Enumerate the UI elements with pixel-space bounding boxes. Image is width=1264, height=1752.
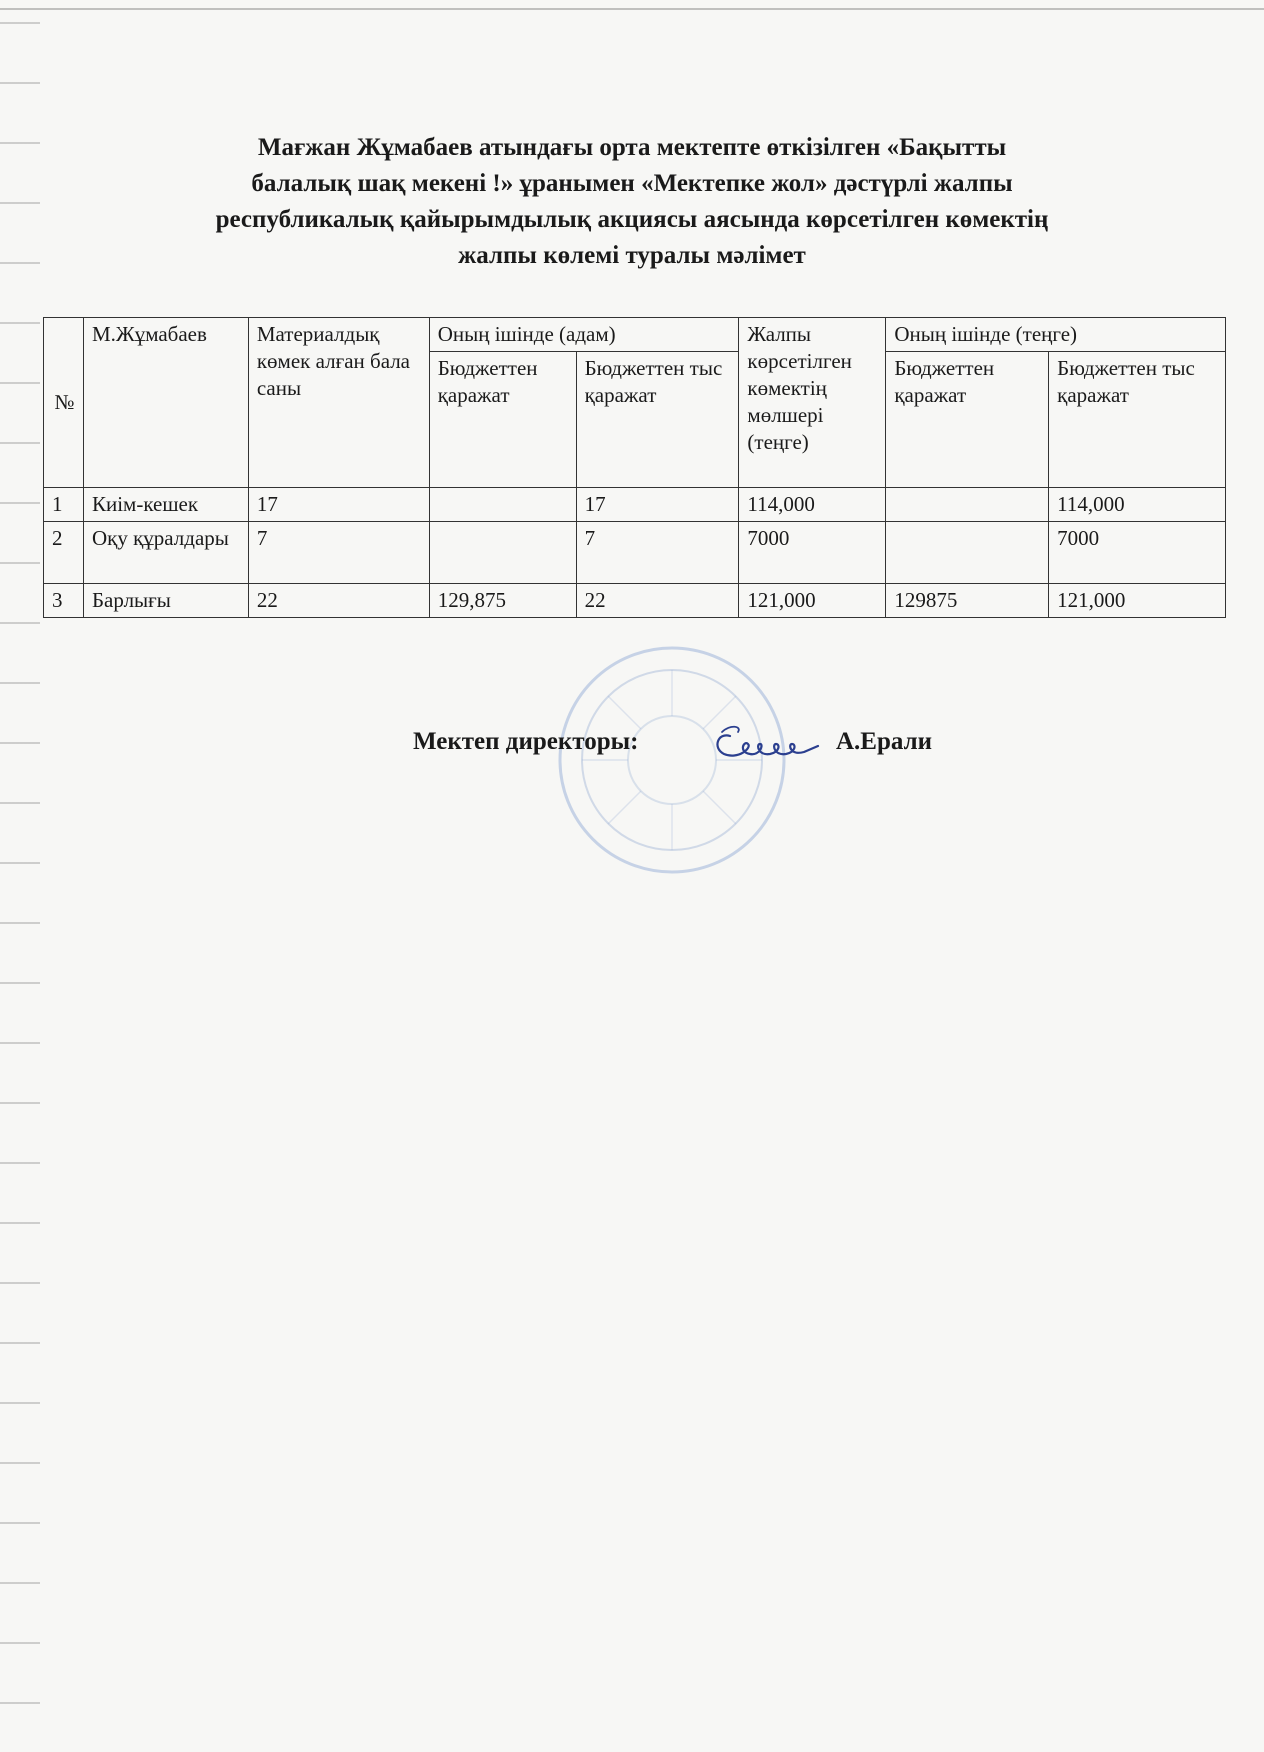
header-school: М.Жұмабаев [83, 318, 248, 488]
title-line-4: жалпы көлемі туралы мәлімет [458, 242, 806, 269]
cell-index: 1 [44, 488, 84, 522]
cell-nonbudget-tenge: 7000 [1049, 522, 1226, 584]
cell-index: 3 [44, 584, 84, 618]
table-row [44, 488, 1226, 522]
title-line-1: Мағжан Жұмабаев атындағы орта мектепте өткізілген «Бақытты [257, 134, 1007, 161]
aid-summary-table [43, 317, 1226, 618]
cell-total: 7000 [739, 522, 886, 584]
director-label: Мектеп директоры: [413, 728, 639, 755]
cell-name: Оқу құралдары [83, 522, 248, 584]
cell-nonbudget-people: 17 [576, 488, 739, 522]
cell-name: Киім-кешек [83, 488, 248, 522]
cell-budget-tenge: 129875 [886, 584, 1049, 618]
header-children-count: Материалдық көмек алған бала саны [248, 318, 429, 488]
header-nonbudget-people: Бюджеттен тыс қаражат [576, 352, 739, 488]
table-row [44, 522, 1226, 584]
cell-budget-tenge [886, 488, 1049, 522]
cell-total: 114,000 [739, 488, 886, 522]
header-budget-tenge: Бюджеттен қаражат [886, 352, 1049, 488]
cell-children: 17 [248, 488, 429, 522]
cell-budget-people [429, 488, 576, 522]
table-row [44, 584, 1226, 618]
title-line-2: балалық шақ мекені !» ұранымен «Мектепке жол» дәстүрлі жалпы [251, 170, 1013, 197]
cell-budget-people: 129,875 [429, 584, 576, 618]
cell-budget-people [429, 522, 576, 584]
cell-children: 22 [248, 584, 429, 618]
cell-nonbudget-tenge: 121,000 [1049, 584, 1226, 618]
cell-nonbudget-people: 22 [576, 584, 739, 618]
cell-nonbudget-tenge: 114,000 [1049, 488, 1226, 522]
cell-nonbudget-people: 7 [576, 522, 739, 584]
title-line-3: республикалық қайырымдылық акциясы аясында көрсетілген көмектің [215, 206, 1049, 233]
signature-row [0, 728, 1264, 778]
header-total-help: Жалпы көрсетілген көмектің мөлшері (теңге) [739, 318, 886, 488]
cell-children: 7 [248, 522, 429, 584]
header-nonbudget-tenge: Бюджеттен тыс қаражат [1049, 352, 1226, 488]
cell-total: 121,000 [739, 584, 886, 618]
header-index: № [44, 318, 84, 488]
handwritten-signature [708, 718, 828, 768]
table-header-row-1 [44, 318, 1226, 352]
cell-budget-tenge [886, 522, 1049, 584]
director-name: А.Ерали [836, 728, 933, 755]
header-of-which-tenge: Оның ішінде (теңге) [886, 318, 1226, 352]
cell-name: Барлығы [83, 584, 248, 618]
header-budget-people: Бюджеттен қаражат [429, 352, 576, 488]
document-title [150, 130, 1114, 274]
header-of-which-people: Оның ішінде (адам) [429, 318, 739, 352]
cell-index: 2 [44, 522, 84, 584]
